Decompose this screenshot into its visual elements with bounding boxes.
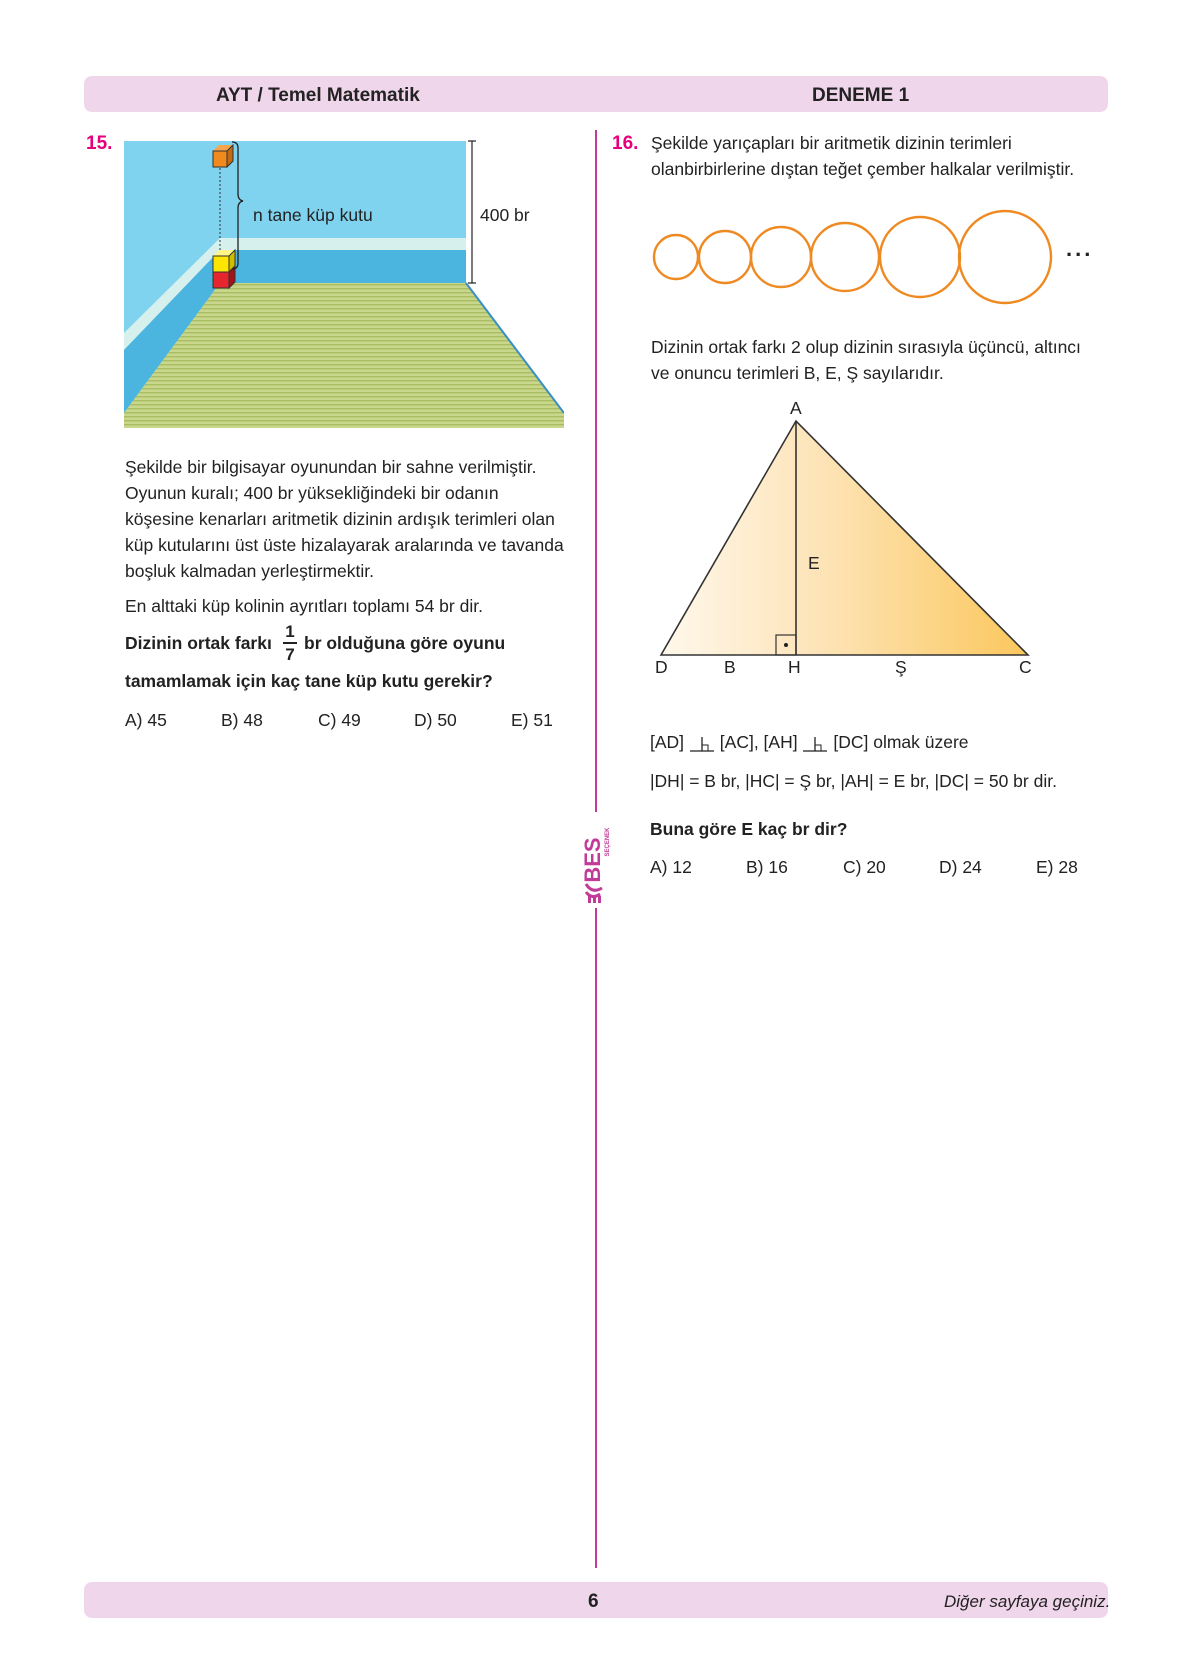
bottom-cube bbox=[213, 272, 229, 288]
label-e: E bbox=[808, 553, 820, 573]
circle-6 bbox=[959, 211, 1051, 303]
q15-paragraph bbox=[125, 454, 585, 584]
q16-triangle-figure bbox=[650, 400, 1050, 670]
vertex-a: A bbox=[790, 398, 802, 418]
vertex-c: C bbox=[1019, 657, 1032, 677]
q16-circles-figure bbox=[648, 200, 1108, 310]
q15-number: 15. bbox=[86, 133, 113, 154]
q16-paragraph bbox=[651, 334, 1111, 386]
q16-measures: |DH| = B br, |HC| = Ş br, |AH| = E br, |DC| = 50 br dir. bbox=[650, 771, 1057, 791]
brand-sub: SEÇENEK bbox=[605, 827, 611, 857]
vertex-h: H bbox=[788, 657, 801, 677]
circle-5 bbox=[880, 217, 960, 297]
q16-option-d[interactable]: D) 24 bbox=[939, 857, 982, 877]
column-divider bbox=[595, 130, 597, 812]
circle-4 bbox=[811, 223, 879, 291]
q15-given: En alttaki küp kolinin ayrıtları toplamı 54 br dir. bbox=[125, 596, 483, 616]
q15-option-a[interactable]: A) 45 bbox=[125, 710, 167, 730]
q15-option-c[interactable]: C) 49 bbox=[318, 710, 361, 730]
q15-line: boşluk kalmadan yerleştirmektir. bbox=[125, 561, 374, 581]
q15-fraction bbox=[283, 622, 297, 664]
brand-logo bbox=[578, 812, 614, 908]
q16-option-c[interactable]: C) 20 bbox=[843, 857, 886, 877]
q16-number: 16. bbox=[612, 133, 639, 154]
circle-2 bbox=[699, 231, 751, 283]
triangle-adc bbox=[661, 421, 1028, 655]
cond-ac-ah: [AC], [AH] bbox=[719, 732, 798, 752]
q16-conditions bbox=[650, 729, 969, 755]
cond-dc: [DC] olmak üzere bbox=[833, 732, 969, 752]
q15-option-e[interactable]: E) 51 bbox=[511, 710, 553, 730]
perpendicular-icon bbox=[802, 734, 828, 752]
fraction-numerator: 1 bbox=[285, 622, 295, 641]
circle-1 bbox=[654, 235, 698, 279]
label-s: Ş bbox=[895, 657, 907, 677]
header-subject: AYT / Temel Matematik bbox=[216, 85, 420, 106]
q16-option-a[interactable]: A) 12 bbox=[650, 857, 692, 877]
continuation-dots: ... bbox=[1066, 236, 1094, 261]
cube-count-label: n tane küp kutu bbox=[253, 205, 373, 225]
cond-ad: [AD] bbox=[650, 732, 685, 752]
vertex-d: D bbox=[655, 657, 668, 677]
page-number: 6 bbox=[588, 1591, 599, 1612]
q15-line: köşesine kenarları aritmetik dizinin ardışık terimleri olan bbox=[125, 509, 555, 529]
top-cube bbox=[213, 151, 227, 167]
q15-question-part1: Dizinin ortak farkı bbox=[125, 633, 272, 653]
q15-line: Oyunun kuralı; 400 br yüksekliğindeki bir odanın bbox=[125, 483, 499, 503]
q15-line: küp kutularını üst üste hizalayarak aralarında ve tavanda bbox=[125, 535, 564, 555]
perpendicular-icon bbox=[689, 734, 715, 752]
q15-room-figure bbox=[124, 138, 564, 430]
label-b: B bbox=[724, 657, 736, 677]
fraction-denominator: 7 bbox=[285, 645, 295, 664]
q15-option-b[interactable]: B) 48 bbox=[221, 710, 263, 730]
q16-para-line: ve onuncu terimleri B, E, Ş sayılarıdır. bbox=[651, 363, 944, 383]
hand-icon bbox=[586, 884, 602, 897]
q15-question-line2: tamamlamak için kaç tane küp kutu gerekir? bbox=[125, 671, 493, 691]
room-height-label: 400 br bbox=[480, 205, 530, 225]
q16-intro bbox=[651, 130, 1111, 182]
q15-line: Şekilde bir bilgisayar oyunundan bir sahne verilmiştir. bbox=[125, 457, 537, 477]
q16-option-b[interactable]: B) 16 bbox=[746, 857, 788, 877]
q16-option-e[interactable]: E) 28 bbox=[1036, 857, 1078, 877]
middle-cube bbox=[213, 256, 229, 272]
q16-intro-line: Şekilde yarıçapları bir aritmetik dizinin terimleri bbox=[651, 133, 1012, 153]
q16-para-line: Dizinin ortak farkı 2 olup dizinin sırasıyla üçüncü, altıncı bbox=[651, 337, 1081, 357]
column-divider-lower bbox=[595, 908, 597, 1568]
brand-main: BES bbox=[580, 837, 605, 883]
q15-question-part2: br olduğuna göre oyunu bbox=[304, 633, 506, 653]
next-page-note: Diğer sayfaya geçiniz. bbox=[944, 1592, 1111, 1611]
header-exam: DENEME 1 bbox=[812, 85, 910, 106]
q16-question: Buna göre E kaç br dir? bbox=[650, 819, 848, 839]
q15-option-d[interactable]: D) 50 bbox=[414, 710, 457, 730]
circle-3 bbox=[751, 227, 811, 287]
q16-intro-line: olanbirbirlerine dıştan teğet çember halkalar verilmiştir. bbox=[651, 159, 1075, 179]
